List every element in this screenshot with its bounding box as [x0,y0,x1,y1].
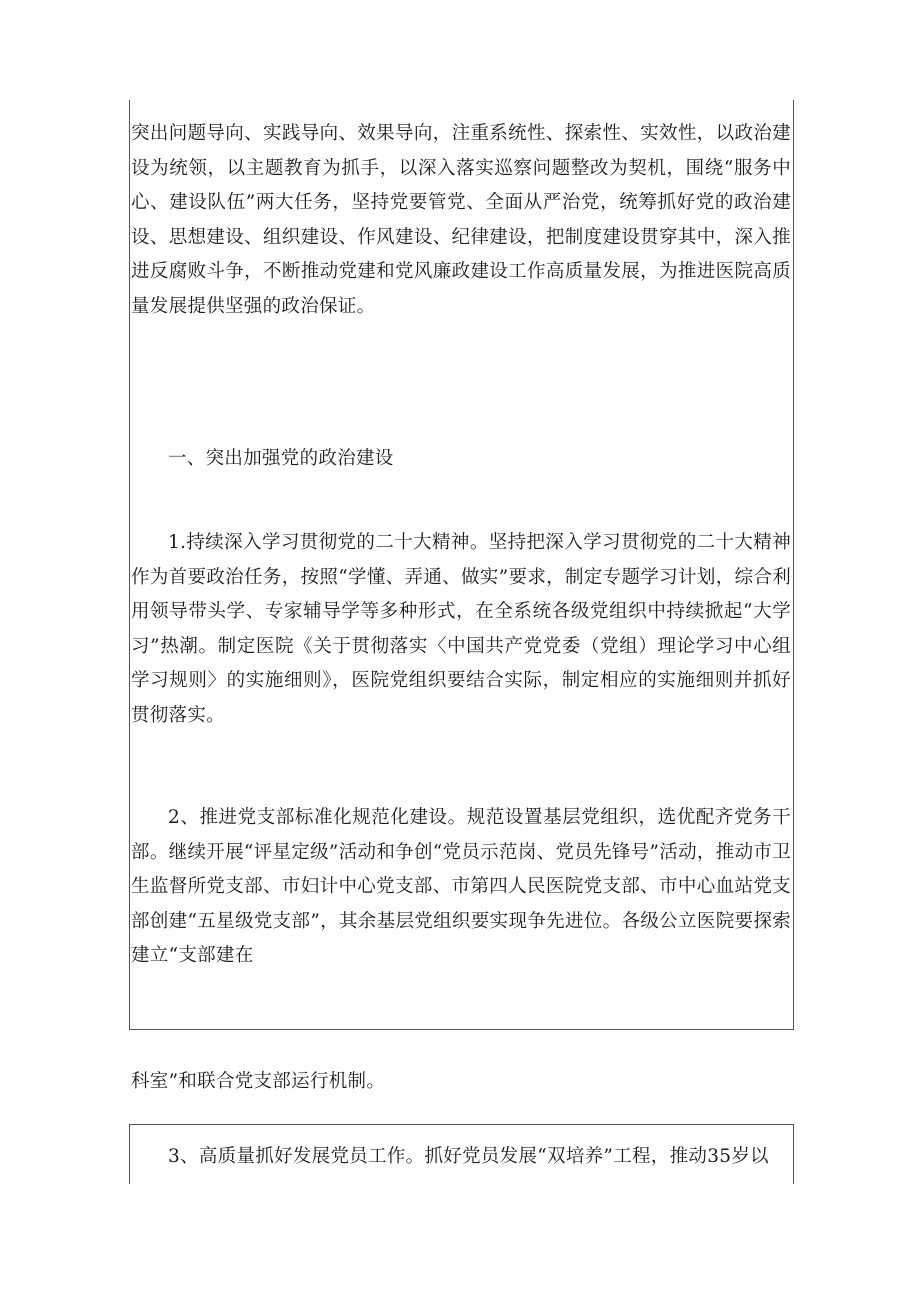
item-two-paragraph: 2、推进党支部标准化规范化建设。规范设置基层党组织，选优配齐党务干部。继续开展“评星定级”活动和争创“党员示范岗、党员先锋号”活动，推动市卫生监督所党支部、市妇计中心党支部、市第四人民医院党支部、市中心血站党支部创建“五星级党支部”，其余基层党组织要实现争先进位。各级公立医院要探索建立“支部建在 [131,807,791,966]
item-one-paragraph: 1.持续深入学习贯彻党的二十大精神。坚持把深入学习贯彻党的二十大精神作为首要政治任务，按照“学懂、弄通、做实”要求，制定专题学习计划，综合利用领导带头学、专家辅导学等多种形式，在全系统各级党组织中持续掀起“大学习”热潮。制定医院《关于贯彻落实〈中国共产党党委（党组）理论学习中心组学习规则〉的实施细则》，医院党组织要结合实际，制定相应的实施细则并抓好贯彻落实。 [131,532,791,726]
intro-paragraph: 突出问题导向、实践导向、效果导向，注重系统性、探索性、实效性，以政治建设为统领，以主题教育为抓手，以深入落实巡察问题整改为契机，围绕“服务中心、建设队伍”两大任务，坚持党要管党、全面从严治党，统筹抓好党的政治建设、思想建设、组织建设、作风建设、纪律建设，把制度建设贯穿其中，深入推进反腐败斗争，不断推动党建和党风廉政建设工作高质量发展，为推进医院高质量发展提供坚强的政治保证。 [131,123,791,317]
section-heading-one: 一、突出加强党的政治建设 [168,448,394,469]
item-three-paragraph: 3、高质量抓好发展党员工作。抓好党员发展“双培养”工程，推动35岁以 [168,1146,769,1167]
item-two-continuation: 科室”和联合党支部运行机制。 [131,1071,386,1092]
